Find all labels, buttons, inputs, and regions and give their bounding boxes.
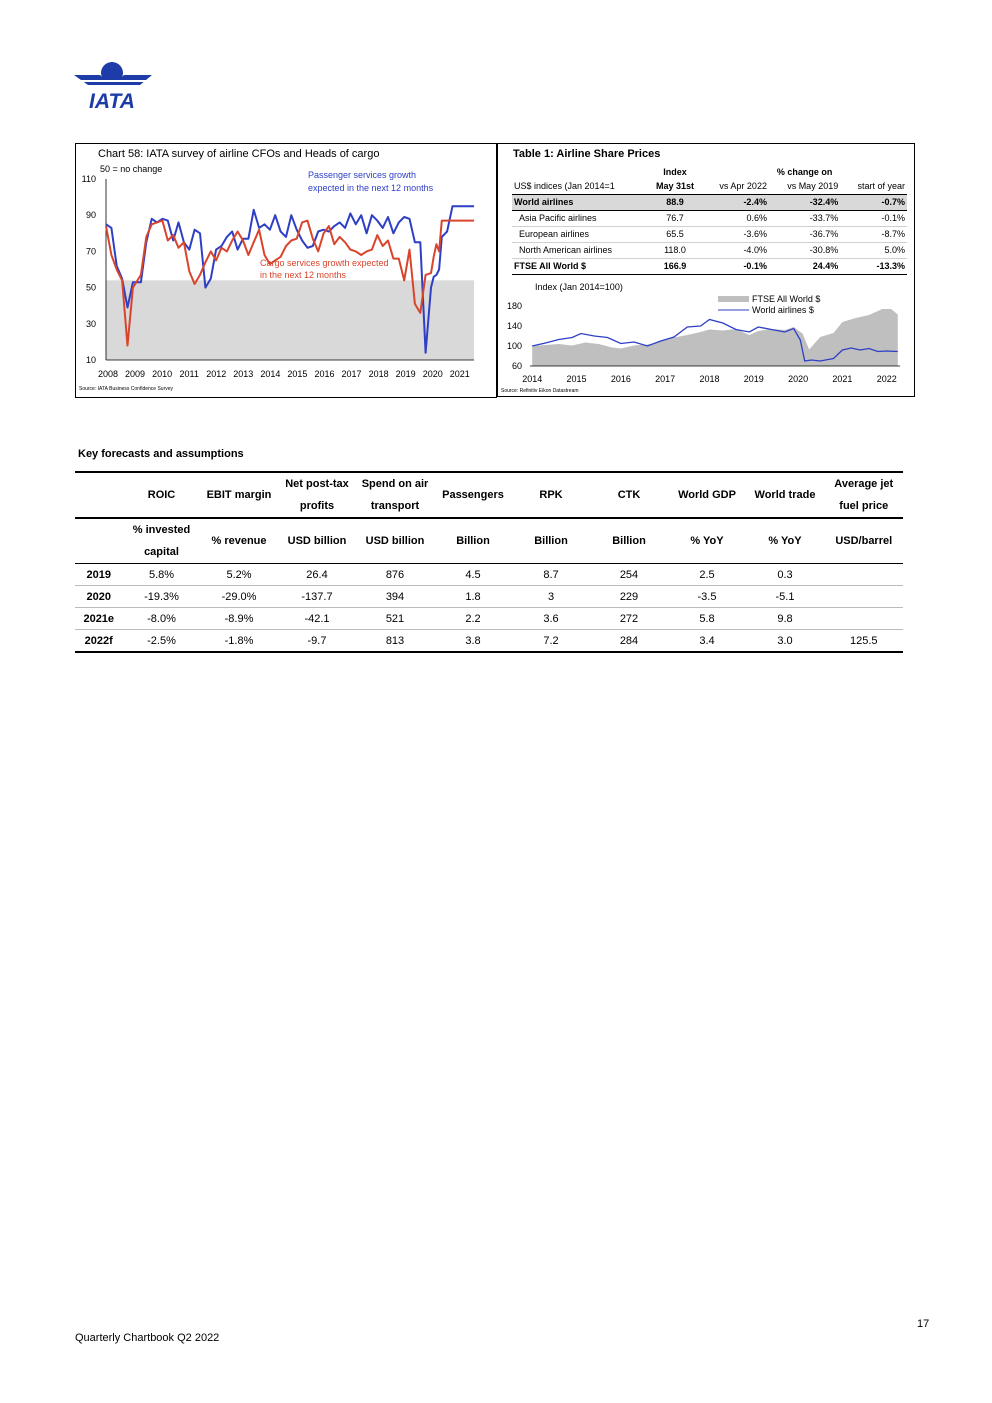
chart58-note: 50 = no change (100, 164, 163, 174)
value-cell: 7.2 (512, 630, 590, 653)
header-text: fuel price (839, 500, 889, 512)
value-cell: -42.1 (278, 608, 356, 630)
table1-title: Table 1: Airline Share Prices (513, 148, 661, 160)
value-cell: 2.2 (434, 608, 512, 630)
y-tick-label: 70 (85, 246, 96, 257)
x-tick-label: 2021 (832, 374, 853, 384)
x-tick-label: 2020 (788, 374, 809, 384)
y-tick-label: 140 (506, 321, 522, 331)
row-may: -36.7% (769, 227, 840, 243)
value-cell: 125.5 (824, 630, 903, 653)
value-cell: -8.0% (123, 608, 200, 630)
header-cell (200, 472, 278, 518)
value-cell: 394 (356, 586, 434, 608)
header-text: % revenue (211, 535, 267, 547)
table-row (75, 586, 903, 608)
chart58-passenger-annotation-line1: Passenger services growth (308, 170, 417, 180)
x-tick-label: 2017 (341, 369, 362, 379)
x-tick-label: 2008 (97, 369, 119, 379)
header-text: RPK (539, 489, 563, 501)
header-cell (75, 518, 123, 564)
chart58-source: Source: IATA Business Confidence Survey (79, 386, 174, 392)
header-cell (434, 472, 512, 518)
legend-ftse-swatch (718, 296, 749, 302)
table-row (75, 608, 903, 630)
chart58-cargo-annotation-line2: in the next 12 months (260, 270, 347, 280)
iata-logo-text: IATA (89, 90, 135, 111)
header-text: Passengers (442, 489, 504, 501)
header-text: Billion (456, 535, 490, 547)
y-tick-label: 10 (85, 355, 96, 365)
header-cell (356, 518, 434, 564)
col-start: start of year (840, 179, 907, 195)
row-start: 5.0% (840, 243, 907, 259)
x-tick-label: 2014 (260, 369, 281, 379)
x-tick-label: 2019 (743, 374, 764, 384)
value-cell: -29.0% (200, 586, 278, 608)
header-cell (590, 472, 668, 518)
value-cell: -8.9% (200, 608, 278, 630)
x-tick-label: 2015 (566, 374, 587, 384)
header-row (75, 472, 903, 518)
x-tick-label: 2022 (876, 374, 897, 384)
row-index: 118.0 (648, 243, 702, 259)
row-index: 76.7 (648, 211, 702, 227)
header-cell (123, 472, 200, 518)
row-name: Asia Pacific airlines (512, 211, 648, 227)
row-start: -13.3% (840, 259, 907, 275)
header-text: Net post-tax (285, 478, 349, 490)
x-tick-label: 2010 (152, 369, 173, 379)
header-text: profits (299, 500, 335, 512)
x-tick-label: 2021 (449, 369, 470, 379)
header-text: CTK (617, 489, 641, 501)
header-cell (278, 518, 356, 564)
header-text: % YoY (690, 535, 724, 547)
col-label: US$ indices (Jan 2014=1 (512, 179, 648, 195)
col-date: May 31st (648, 179, 702, 195)
row-index: 88.9 (648, 195, 702, 211)
header-text: Billion (534, 535, 568, 547)
value-cell: 4.5 (434, 564, 512, 586)
col-apr: vs Apr 2022 (702, 179, 769, 195)
value-cell (824, 564, 903, 586)
value-cell: 5.8 (668, 608, 746, 630)
x-tick-label: 2018 (368, 369, 389, 379)
header-cell (668, 518, 746, 564)
year-cell: 2021e (75, 608, 123, 630)
value-cell: 0.3 (746, 564, 824, 586)
x-tick-label: 2020 (422, 369, 443, 379)
row-index: 166.9 (648, 259, 702, 275)
row-start: -8.7% (840, 227, 907, 243)
header-text: EBIT margin (206, 489, 272, 501)
y-tick-label: 100 (506, 341, 522, 351)
header-cell (824, 518, 903, 564)
row-name: European airlines (512, 227, 648, 243)
header-cell (746, 518, 824, 564)
share-price-chart (498, 144, 914, 396)
header-text: World trade (754, 489, 816, 501)
value-cell: 26.4 (278, 564, 356, 586)
col-may: vs May 2019 (769, 179, 840, 195)
header-cell (512, 518, 590, 564)
value-cell: -5.1 (746, 586, 824, 608)
header-text: Spend on air (361, 478, 429, 490)
header-text: ROIC (147, 489, 176, 501)
value-cell: 876 (356, 564, 434, 586)
head-change: % change on (776, 167, 833, 177)
row-name: North American airlines (512, 243, 648, 259)
header-cell (824, 472, 903, 518)
row-apr: -2.4% (702, 195, 769, 211)
chart58-passenger-annotation-line2: expected in the next 12 months (308, 183, 434, 193)
value-cell (824, 586, 903, 608)
header-cell (668, 472, 746, 518)
key-forecasts-table (75, 471, 903, 653)
value-cell: -1.8% (200, 630, 278, 653)
x-tick-label: 2018 (699, 374, 720, 384)
value-cell: 8.7 (512, 564, 590, 586)
row-name: World airlines (512, 195, 648, 211)
iata-logo (74, 61, 154, 111)
value-cell: -137.7 (278, 586, 356, 608)
header-cell (278, 472, 356, 518)
header-cell (200, 518, 278, 564)
x-tick-label: 2017 (655, 374, 676, 384)
header-text: capital (144, 546, 179, 558)
table1-panel (497, 143, 915, 397)
header-text: Billion (612, 535, 646, 547)
row-may: 24.4% (769, 259, 840, 275)
value-cell: 272 (590, 608, 668, 630)
header-text: % invested (132, 524, 191, 536)
y-tick-label: 50 (85, 282, 96, 293)
header-text: Average jet (834, 478, 894, 490)
value-cell: -2.5% (123, 630, 200, 653)
chart58-title: Chart 58: IATA survey of airline CFOs and Heads of cargo (98, 148, 380, 160)
row-index: 65.5 (648, 227, 702, 243)
share-chart-source: Source: Refinitiv Eikon Datastream (501, 388, 579, 394)
row-may: -33.7% (769, 211, 840, 227)
value-cell: 3 (512, 586, 590, 608)
chart58-panel (75, 143, 497, 398)
value-cell: 3.0 (746, 630, 824, 653)
header-cell (746, 472, 824, 518)
value-cell: 521 (356, 608, 434, 630)
row-start: -0.7% (840, 195, 907, 211)
value-cell: 3.8 (434, 630, 512, 653)
x-tick-label: 2016 (610, 374, 631, 384)
x-tick-label: 2012 (206, 369, 227, 379)
table-row (75, 564, 903, 586)
value-cell: 9.8 (746, 608, 824, 630)
value-cell: -9.7 (278, 630, 356, 653)
row-apr: 0.6% (702, 211, 769, 227)
value-cell: 813 (356, 630, 434, 653)
row-apr: -3.6% (702, 227, 769, 243)
x-tick-label: 2011 (179, 369, 199, 379)
year-cell: 2019 (75, 564, 123, 586)
share-chart-subtitle: Index (Jan 2014=100) (535, 282, 623, 292)
header-cell (356, 472, 434, 518)
value-cell: -3.5 (668, 586, 746, 608)
x-tick-label: 2014 (522, 374, 543, 384)
publication-title: Quarterly Chartbook Q2 2022 (75, 1332, 220, 1344)
value-cell: 2.5 (668, 564, 746, 586)
value-cell: 5.2% (200, 564, 278, 586)
ftse-area (532, 309, 898, 366)
header-cell (512, 472, 590, 518)
value-cell: 229 (590, 586, 668, 608)
header-cell (590, 518, 668, 564)
row-may: -30.8% (769, 243, 840, 259)
x-tick-label: 2015 (287, 369, 308, 379)
value-cell: 254 (590, 564, 668, 586)
x-tick-label: 2013 (233, 369, 254, 379)
header-text: USD billion (287, 535, 347, 547)
year-cell: 2022f (75, 630, 123, 653)
key-forecasts-title: Key forecasts and assumptions (78, 448, 244, 460)
value-cell (824, 608, 903, 630)
y-tick-label: 180 (506, 301, 522, 311)
head-index: Index (663, 167, 687, 177)
x-tick-label: 2019 (395, 369, 416, 379)
header-text: World GDP (678, 489, 736, 501)
y-tick-label: 110 (81, 174, 96, 184)
y-tick-label: 30 (85, 318, 96, 329)
value-cell: 5.8% (123, 564, 200, 586)
legend-ftse-label: FTSE All World $ (752, 294, 821, 304)
row-apr: -0.1% (702, 259, 769, 275)
value-cell: 3.4 (668, 630, 746, 653)
y-tick-label: 90 (85, 210, 96, 221)
page-number: 17 (917, 1318, 930, 1330)
header-cell (75, 472, 123, 518)
y-tick-label: 60 (511, 361, 522, 371)
year-cell: 2020 (75, 586, 123, 608)
value-cell: 1.8 (434, 586, 512, 608)
iata-globe-icon (74, 61, 154, 111)
header-text: USD billion (365, 535, 425, 547)
value-cell: 284 (590, 630, 668, 653)
x-tick-label: 2016 (314, 369, 335, 379)
value-cell: -19.3% (123, 586, 200, 608)
neutral-zone-shade (106, 280, 474, 360)
chart58-cargo-annotation-line1: Cargo services growth expected (260, 258, 389, 268)
row-apr: -4.0% (702, 243, 769, 259)
header-text: transport (370, 500, 420, 512)
header-text: USD/barrel (835, 535, 893, 547)
table-row (75, 630, 903, 653)
x-tick-label: 2009 (125, 369, 146, 379)
value-cell: 3.6 (512, 608, 590, 630)
units-row (75, 518, 903, 564)
header-cell (123, 518, 200, 564)
row-may: -32.4% (769, 195, 840, 211)
row-name: FTSE All World $ (512, 259, 648, 275)
header-cell (434, 518, 512, 564)
legend-world-label: World airlines $ (752, 305, 814, 315)
header-text: % YoY (768, 535, 802, 547)
row-start: -0.1% (840, 211, 907, 227)
